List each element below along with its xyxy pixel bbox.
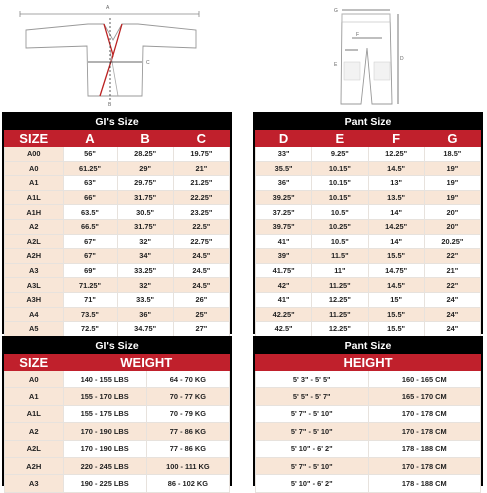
table-cell: 140 - 155 LBS [63, 371, 146, 388]
size-label: A1L [5, 190, 64, 205]
column-header: D [256, 131, 312, 147]
table-cell: 34.75" [117, 322, 173, 337]
column-header: G [424, 131, 480, 147]
column-header: WEIGHT [63, 355, 230, 371]
table-cell: 20" [424, 219, 480, 234]
table-row [256, 147, 481, 162]
table-cell: 12.25" [312, 292, 368, 307]
mark-c: C [146, 60, 150, 66]
table-cell: 28.25" [117, 147, 173, 162]
table-row [256, 322, 481, 337]
jacket-diagram [18, 0, 203, 108]
table-header-row [256, 355, 481, 371]
table-cell: 22.75" [173, 234, 229, 249]
table-row [256, 263, 481, 278]
pant-size-title: Pant Size [344, 116, 392, 128]
table-row [256, 161, 481, 176]
table-row [5, 475, 230, 492]
table-cell: 14.75" [368, 263, 424, 278]
size-label: A5 [5, 322, 64, 337]
table-cell: 19.75" [173, 147, 229, 162]
pant-height-title: Pant Size [344, 340, 392, 352]
mark-d: D [400, 56, 404, 62]
pant-size-table [255, 130, 481, 337]
table-cell: 5' 7" - 5' 10" [256, 457, 369, 474]
table-cell: 14.5" [368, 278, 424, 293]
column-header: E [312, 131, 368, 147]
table-cell: 160 - 165 CM [368, 371, 481, 388]
table-cell: 41.75" [256, 263, 312, 278]
table-cell: 24.5" [173, 278, 229, 293]
table-cell: 9.25" [312, 147, 368, 162]
gi-weight-title: GI's Size [95, 340, 139, 352]
table-row [5, 205, 230, 220]
table-row [5, 278, 230, 293]
table-cell: 5' 5" - 5' 7" [256, 388, 369, 405]
table-cell: 11.5" [312, 249, 368, 264]
table-cell: 36" [117, 307, 173, 322]
size-label: A3L [5, 278, 64, 293]
table-cell: 41" [256, 292, 312, 307]
size-label: A3 [5, 263, 64, 278]
pant-height-panel [253, 336, 483, 489]
size-label: A3 [5, 475, 64, 492]
table-row [5, 190, 230, 205]
table-cell: 21.25" [173, 176, 229, 191]
table-row [5, 219, 230, 234]
table-cell: 36" [256, 176, 312, 191]
table-cell: 37.25" [256, 205, 312, 220]
table-cell: 170 - 178 CM [368, 457, 481, 474]
table-cell: 11" [312, 263, 368, 278]
table-cell: 20" [424, 205, 480, 220]
table-cell: 15" [368, 292, 424, 307]
table-cell: 21" [173, 161, 229, 176]
gi-size-table [4, 130, 230, 337]
column-header: SIZE [5, 355, 64, 371]
size-label: A00 [5, 147, 64, 162]
table-cell: 10.5" [312, 234, 368, 249]
table-cell: 42.25" [256, 307, 312, 322]
table-cell: 63.5" [63, 205, 117, 220]
mark-b: B [108, 102, 112, 108]
table-row [256, 371, 481, 388]
table-row [5, 440, 230, 457]
table-cell: 42.5" [256, 322, 312, 337]
table-row [5, 423, 230, 440]
table-cell: 21" [424, 263, 480, 278]
table-cell: 70 - 77 KG [146, 388, 229, 405]
table-header-row [5, 355, 230, 371]
column-header: C [173, 131, 229, 147]
table-cell: 13.5" [368, 190, 424, 205]
table-cell: 5' 3" - 5' 5" [256, 371, 369, 388]
table-row [5, 176, 230, 191]
table-row [256, 440, 481, 457]
table-row [256, 219, 481, 234]
table-cell: 14" [368, 234, 424, 249]
table-cell: 15.5" [368, 249, 424, 264]
table-cell: 24" [424, 292, 480, 307]
table-cell: 5' 7" - 5' 10" [256, 423, 369, 440]
table-cell: 30.5" [117, 205, 173, 220]
table-row [256, 405, 481, 422]
table-cell: 5' 7" - 5' 10" [256, 405, 369, 422]
table-cell: 220 - 245 LBS [63, 457, 146, 474]
gi-size-title: GI's Size [95, 116, 139, 128]
table-cell: 5' 10" - 6' 2" [256, 440, 369, 457]
table-cell: 10.15" [312, 176, 368, 191]
table-row [256, 249, 481, 264]
table-cell: 170 - 178 CM [368, 405, 481, 422]
table-cell: 31.75" [117, 219, 173, 234]
table-row [256, 292, 481, 307]
table-cell: 35.5" [256, 161, 312, 176]
column-header: F [368, 131, 424, 147]
size-label: A2 [5, 219, 64, 234]
table-row [256, 307, 481, 322]
table-cell: 24" [424, 307, 480, 322]
table-cell: 25" [173, 307, 229, 322]
table-cell: 170 - 190 LBS [63, 440, 146, 457]
column-header: HEIGHT [256, 355, 481, 371]
table-cell: 32" [117, 278, 173, 293]
table-row [256, 278, 481, 293]
table-row [256, 388, 481, 405]
table-cell: 24.5" [173, 249, 229, 264]
size-label: A0 [5, 371, 64, 388]
table-cell: 56" [63, 147, 117, 162]
table-cell: 22" [424, 249, 480, 264]
size-label: A1H [5, 205, 64, 220]
table-cell: 66" [63, 190, 117, 205]
table-cell: 11.25" [312, 278, 368, 293]
table-row [5, 457, 230, 474]
size-label: A2H [5, 249, 64, 264]
table-cell: 14.25" [368, 219, 424, 234]
table-header-row [256, 131, 481, 147]
table-cell: 39.75" [256, 219, 312, 234]
table-cell: 73.5" [63, 307, 117, 322]
size-label: A2L [5, 440, 64, 457]
table-cell: 100 - 111 KG [146, 457, 229, 474]
table-cell: 165 - 170 CM [368, 388, 481, 405]
table-cell: 178 - 188 CM [368, 475, 481, 492]
table-row [256, 457, 481, 474]
table-cell: 66.5" [63, 219, 117, 234]
table-cell: 19" [424, 161, 480, 176]
table-row [256, 423, 481, 440]
table-cell: 71.25" [63, 278, 117, 293]
table-cell: 69" [63, 263, 117, 278]
table-cell: 15.5" [368, 307, 424, 322]
table-cell: 77 - 86 KG [146, 423, 229, 440]
table-cell: 10.15" [312, 190, 368, 205]
table-cell: 170 - 178 CM [368, 423, 481, 440]
table-cell: 178 - 188 CM [368, 440, 481, 457]
table-cell: 77 - 86 KG [146, 440, 229, 457]
table-cell: 23.25" [173, 205, 229, 220]
table-cell: 24" [424, 322, 480, 337]
size-label: A1L [5, 405, 64, 422]
table-cell: 33.25" [117, 263, 173, 278]
table-cell: 34" [117, 249, 173, 264]
table-row [256, 176, 481, 191]
table-cell: 10.15" [312, 161, 368, 176]
column-header: SIZE [5, 131, 64, 147]
table-cell: 31.75" [117, 190, 173, 205]
table-row [256, 190, 481, 205]
mark-a: A [106, 5, 110, 11]
table-cell: 14" [368, 205, 424, 220]
size-label: A1 [5, 176, 64, 191]
table-cell: 10.5" [312, 205, 368, 220]
size-label: A1 [5, 388, 64, 405]
table-cell: 190 - 225 LBS [63, 475, 146, 492]
table-cell: 42" [256, 278, 312, 293]
size-label: A2H [5, 457, 64, 474]
table-row [5, 388, 230, 405]
table-cell: 67" [63, 234, 117, 249]
table-cell: 14.5" [368, 161, 424, 176]
table-row [5, 322, 230, 337]
table-cell: 29" [117, 161, 173, 176]
table-cell: 12.25" [368, 147, 424, 162]
pant-diagram [330, 0, 410, 108]
table-cell: 64 - 70 KG [146, 371, 229, 388]
table-header-row [5, 131, 230, 147]
table-row [5, 307, 230, 322]
table-cell: 12.25" [312, 322, 368, 337]
size-label: A3H [5, 292, 64, 307]
table-cell: 10.25" [312, 219, 368, 234]
size-label: A0 [5, 161, 64, 176]
mark-f: F [356, 32, 360, 38]
table-cell: 15.5" [368, 322, 424, 337]
gi-weight-panel [2, 336, 232, 489]
table-row [256, 234, 481, 249]
size-label: A4 [5, 307, 64, 322]
size-label: A2L [5, 234, 64, 249]
table-cell: 70 - 79 KG [146, 405, 229, 422]
table-cell: 71" [63, 292, 117, 307]
table-cell: 41" [256, 234, 312, 249]
table-cell: 29.75" [117, 176, 173, 191]
table-row [5, 263, 230, 278]
table-cell: 155 - 175 LBS [63, 405, 146, 422]
table-cell: 18.5" [424, 147, 480, 162]
gi-size-panel [2, 112, 232, 334]
table-row [5, 249, 230, 264]
table-cell: 155 - 170 LBS [63, 388, 146, 405]
table-cell: 19" [424, 190, 480, 205]
table-cell: 20.25" [424, 234, 480, 249]
table-cell: 61.25" [63, 161, 117, 176]
mark-g: G [334, 8, 338, 14]
table-cell: 5' 10" - 6' 2" [256, 475, 369, 492]
pant-size-panel [253, 112, 483, 334]
table-cell: 86 - 102 KG [146, 475, 229, 492]
table-cell: 32" [117, 234, 173, 249]
table-cell: 33.5" [117, 292, 173, 307]
table-row [5, 234, 230, 249]
table-cell: 19" [424, 176, 480, 191]
size-label: A2 [5, 423, 64, 440]
table-cell: 22.25" [173, 190, 229, 205]
table-cell: 13" [368, 176, 424, 191]
table-cell: 22" [424, 278, 480, 293]
table-cell: 22.5" [173, 219, 229, 234]
table-cell: 11.25" [312, 307, 368, 322]
table-cell: 24.5" [173, 263, 229, 278]
pant-height-table [255, 354, 481, 493]
table-row [5, 371, 230, 388]
table-cell: 27" [173, 322, 229, 337]
table-row [256, 475, 481, 492]
table-cell: 33" [256, 147, 312, 162]
column-header: B [117, 131, 173, 147]
table-row [5, 405, 230, 422]
table-cell: 170 - 190 LBS [63, 423, 146, 440]
column-header: A [63, 131, 117, 147]
table-cell: 26" [173, 292, 229, 307]
table-cell: 39.25" [256, 190, 312, 205]
gi-weight-table [4, 354, 230, 493]
table-row [5, 292, 230, 307]
mark-e: E [334, 62, 338, 68]
table-cell: 63" [63, 176, 117, 191]
table-cell: 72.5" [63, 322, 117, 337]
table-row [5, 161, 230, 176]
table-row [256, 205, 481, 220]
table-cell: 39" [256, 249, 312, 264]
table-row [5, 147, 230, 162]
table-cell: 67" [63, 249, 117, 264]
